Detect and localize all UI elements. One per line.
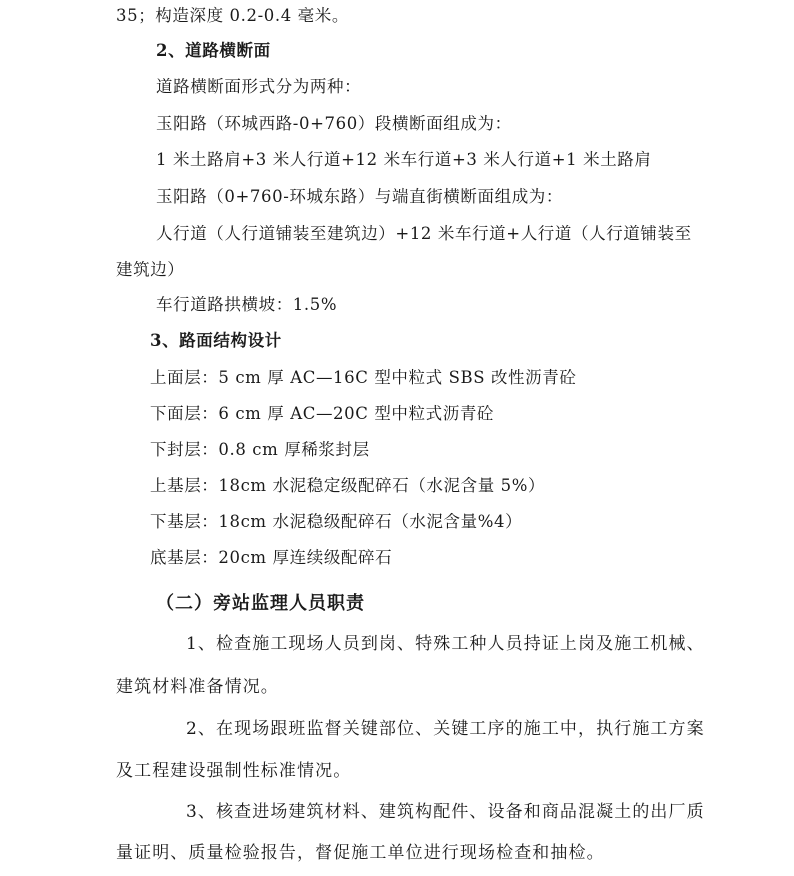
duty-3-line-2: 量证明、质量检验报告，督促施工单位进行现场检查和抽检。 (116, 843, 605, 863)
text-line-west-composition: 1 米土路肩+3 米人行道+12 米车行道+3 米人行道+1 米土路肩 (156, 150, 652, 169)
heading-pavement-structure: 3、路面结构设计 (150, 331, 282, 350)
heading-road-cross-section: 2、道路横断面 (156, 41, 271, 60)
text-line-lower-base: 下基层：18cm 水泥稳级配碎石（水泥含量%4） (150, 512, 523, 531)
text-line-east-composition: 人行道（人行道铺装至建筑边）+12 米车行道+人行道（人行道铺装至 (156, 224, 692, 243)
text-line-seal-layer: 下封层：0.8 cm 厚稀浆封层 (150, 440, 370, 459)
text-line-sub-base: 底基层：20cm 厚连续级配碎石 (150, 548, 393, 567)
text-line-upper-surface: 上面层：5 cm 厚 AC—16C 型中粒式 SBS 改性沥青砼 (150, 368, 577, 387)
heading-supervisor-duties: （二）旁站监理人员职责 (156, 593, 365, 614)
text-line-yuyang-west: 玉阳路（环城西路-0+760）段横断面组成为： (156, 114, 512, 133)
text-line-lower-surface: 下面层：6 cm 厚 AC—20C 型中粒式沥青砼 (150, 404, 495, 423)
text-line-depth: 35；构造深度 0.2-0.4 毫米。 (116, 6, 349, 25)
duty-3-line-1: 3、核查进场建筑材料、建筑构配件、设备和商品混凝土的出厂质 (186, 802, 705, 822)
text-line-upper-base: 上基层：18cm 水泥稳定级配碎石（水泥含量 5%） (150, 476, 546, 495)
text-line-yuyang-east: 玉阳路（0+760-环城东路）与端直街横断面组成为： (156, 187, 563, 206)
duty-2-line-1: 2、在现场跟班监督关键部位、关键工序的施工中，执行施工方案 (186, 719, 705, 739)
duty-1-line-2: 建筑材料准备情况。 (116, 677, 279, 697)
text-line-section-types: 道路横断面形式分为两种： (156, 77, 362, 96)
duty-2-line-2: 及工程建设强制性标准情况。 (116, 761, 352, 781)
text-line-crown-slope: 车行道路拱横坡：1.5% (156, 295, 338, 314)
duty-1-line-1: 1、检查施工现场人员到岗、特殊工种人员持证上岗及施工机械、 (186, 634, 705, 654)
text-line-east-composition-cont: 建筑边） (116, 260, 185, 279)
